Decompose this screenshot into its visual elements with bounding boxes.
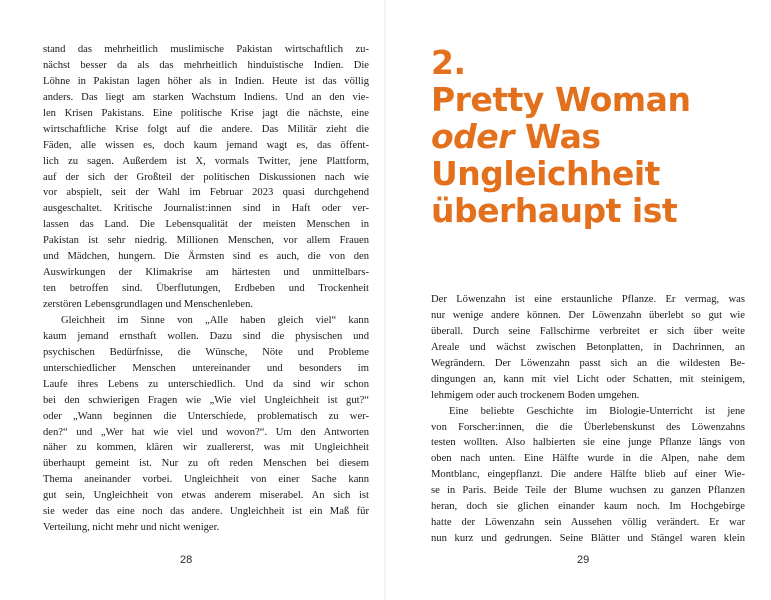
text-line: lassen das Land. Die Lebensqualität der meisten Menschen in bbox=[43, 219, 369, 231]
text-line: dingungen an, kann mit viel Licht oder Schatten, mit steinigem, bbox=[431, 373, 745, 385]
text-line: Fäden, alle wissen es, doch kaum jemand wagt es, das öffent- bbox=[43, 139, 369, 151]
text-line: nächst besser da als das mehrheitlich hinduistische Indien. Die bbox=[43, 59, 369, 71]
text-line: zerstören Lebensgrundlagen und Menschenleben. bbox=[43, 299, 254, 310]
text-line: anders. Das liegt am starken Wachstum Indiens. Und an den vie- bbox=[43, 91, 369, 103]
right-page-body bbox=[431, 292, 745, 547]
text-line: nun kurz und gedrungen. Seine Blätter und Stängel waren klein bbox=[431, 533, 745, 545]
text-line: gut sein, Ungleichheit von etwas anderem miserabel. An sich ist bbox=[43, 490, 369, 502]
text-line: oben nach unten. Eine Hälfte wurde in die Alpen, nahe dem bbox=[431, 453, 745, 465]
chapter-title-line-4: überhaupt ist bbox=[431, 191, 678, 230]
text-line: Montblanc, eingepflanzt. Die andere Hälfte blieb auf einer Wie- bbox=[431, 469, 745, 481]
text-line: heran, doch sie glichen einander kaum noch. Im Hochgebirge bbox=[431, 501, 745, 513]
text-line: und Mädchen, hungern. Die Ärmsten sind es auch, die von den bbox=[43, 251, 369, 263]
chapter-heading bbox=[431, 44, 751, 229]
text-line: oder „Wann beginnen die Unterschiede, problematisch zu wer- bbox=[43, 410, 369, 422]
text-line: Pakistan ist sehr niedrig. Millionen Menschen, vor allem Frauen bbox=[43, 235, 369, 247]
text-line: überhaupt gemeint ist. Nur zu oft reden Menschen bei diesem bbox=[43, 458, 369, 470]
text-line: bei den schwierigen Fragen wie „Wie viel Ungleichheit ist gut?“ bbox=[43, 394, 369, 406]
text-line: wirtschaftliche Krise folgt auf die andere. Das Militär zieht die bbox=[43, 123, 369, 135]
text-line: psychischen Bedürfnisse, die Wünsche, Nöte und Probleme bbox=[43, 346, 369, 358]
text-line: nur wenige andere können. Der Löwenzahn überlebt so gut wie bbox=[431, 309, 745, 321]
chapter-title-line-3: Ungleichheit bbox=[431, 154, 660, 193]
chapter-title-italic-word: oder bbox=[431, 117, 514, 156]
text-line: lich zu sagen. Außerdem ist X, vormals Twitter, jene Plattform, bbox=[43, 155, 369, 167]
chapter-title-line-2 bbox=[431, 118, 751, 155]
chapter-number: 2. bbox=[431, 43, 466, 82]
text-line: näher zu kommen, klären wir zuallererst, was mit Ungleichheit bbox=[43, 442, 369, 454]
text-line: vor abspielt, seit der Wahl im Februar 2023 quasi durchgehend bbox=[43, 187, 369, 199]
left-page-body bbox=[43, 42, 369, 536]
text-line: lehmigem oder auch trockenem Boden umgehen. bbox=[431, 389, 640, 401]
left-page-number: 28 bbox=[180, 554, 193, 566]
text-line: Gleichheit im Sinne von „Alle haben gleich viel“ kann bbox=[61, 314, 369, 326]
text-line: von Forscher:innen, die die Überlebenskunst des Löwenzahns bbox=[431, 421, 745, 433]
text-line: auf der sich der Großteil der politischen Diskussionen nach wie bbox=[43, 171, 369, 183]
text-line: Der Löwenzahn ist eine erstaunliche Pflanze. Er vermag, was bbox=[431, 294, 745, 305]
text-line: Areale und wächst zwischen Betonplatten, in Dachrinnen, an bbox=[431, 341, 745, 353]
right-page bbox=[386, 0, 771, 600]
text-line: sie weder das eine noch das andere. Ungleichheit ist ein Maß für bbox=[43, 506, 369, 518]
text-line: Verteilung, nicht mehr und nicht weniger. bbox=[43, 522, 220, 534]
text-line: se in Paris. Beide Teile der Blume wuchsen zu ganzen Pflanzen bbox=[431, 485, 745, 497]
text-line: Thema aneinander vorbei. Ungleichheit von einer Sache kann bbox=[43, 474, 369, 486]
text-line: len Krisen Pakistans. Eine politische Krise jagt die nächste, eine bbox=[43, 107, 369, 119]
text-line: ausgeschaltet. Kritische Journalist:innen sind in Haft oder ver- bbox=[43, 203, 369, 215]
text-line: Wegrändern. Der Löwenzahn passt sich an die wildesten Be- bbox=[431, 357, 745, 369]
text-line: den?“ und „Wer hat wie viel und wovon?“. Um den Antworten bbox=[43, 426, 369, 438]
text-line: Eine beliebte Geschichte im Biologie-Unterricht ist jene bbox=[449, 405, 745, 417]
text-line: Auswirkungen der Klimakrise am härtesten und unmittelbars- bbox=[43, 267, 369, 279]
text-line: kaum jemand ernsthaft wollen. Dazu sind die physischen und bbox=[43, 330, 369, 342]
text-line: stand das mehrheitlich muslimische Pakistan wirtschaftlich zu- bbox=[43, 44, 369, 55]
text-line: unterschiedlicher Menschen untereinander und besonders im bbox=[43, 362, 369, 374]
text-line: überall. Durch seine Fallschirme verbreitet er sich über weite bbox=[431, 325, 745, 337]
text-line: Laufe ihres Lebens zu unterschiedlich. Und da sind wir schon bbox=[43, 378, 369, 390]
text-line: ten betroffen sind. Überflutungen, Erdbeben und Trockenheit bbox=[43, 283, 369, 295]
text-line: hatte der Löwenzahn sein Aussehen völlig verändert. Er war bbox=[431, 517, 745, 529]
text-line: Löhne in Pakistan lagen höher als in Indien. Heute ist das völlig bbox=[43, 75, 369, 87]
chapter-title-line-1: Pretty Woman bbox=[431, 80, 691, 119]
right-page-number: 29 bbox=[577, 554, 590, 566]
chapter-title-line-2-rest: Was bbox=[513, 117, 601, 156]
text-line: testen wollten. Also halbierten sie eine junge Pflanze längs von bbox=[431, 437, 745, 449]
left-page bbox=[0, 0, 385, 600]
